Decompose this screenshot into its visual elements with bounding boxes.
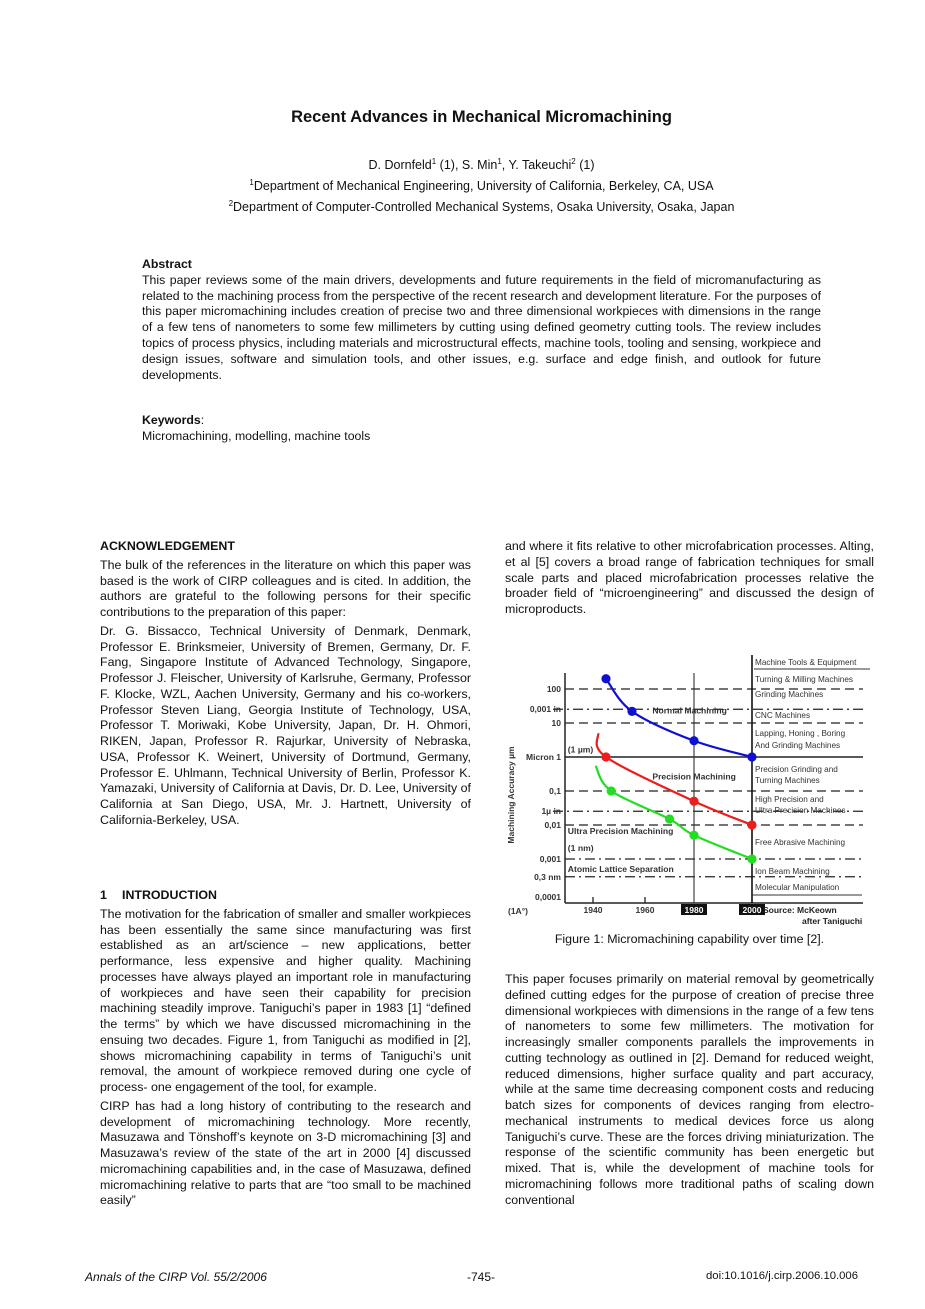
panel-item: Molecular Manipulation (755, 883, 840, 892)
data-point-ultra-precision-machining (665, 814, 674, 823)
chart-annotation: (1 µm) (567, 744, 594, 755)
data-point-normal-machining (747, 752, 756, 761)
body-paragraph: This paper focuses primarily on material removal by geometrically defined cutting edges for the purpose of creation of precise three dimensional workpieces with dimensions in the range of a few tens of nanometers to some few millimeters. The motivation for increasingly smaller components parallels the improvements in cutting technology as outlined in [2]. Demand for reduced weight, reduced dimensions, higher surface quality and part accuracy, while at the same time decreasing component costs and reducing batch sizes for components of devices ranging from electro-mechanical instruments to medical devices force us along Taniguchi’s curve. These are the forces driving miniaturization. The response of the scientific community has been energetic but mixed. That is, while the development of machine tools for micromachining follows more traditional paths of scaling down conventional (505, 972, 874, 1207)
keywords-text: Micromachining, modelling, machine tools (142, 428, 371, 443)
acknowledgement-paragraph: Dr. G. Bissacco, Technical University of Denmark, Denmark, Professor E. Brinksmeier, University of Bremen, Germany, Dr. F. Fang, Singapore Institute of Advanced Technology, Singapore, Professor J. Fleischer, University of Karlsruhe, Germany, Professor F. Klocke, WZL, Aachen University, Germany and his co-workers, Professor Steven Liang, Georgia Institute of Technology, USA, Professor T. Moriwaki, Kobe University, Japan, Dr. H. Ohmori, RIKEN, Japan, Professor R. Rajurkar, University of Nebraska, USA, Professor K. Weinert, University of Dortmund, Germany, Professor E. Uhlmann, Technical University of Berlin, Professor K. Yamazaki, University of California at Davis, Dr. D. Lee, University of California at San Diego, USA, Mr. J. Hartnett, University of California-Berkeley, USA. (100, 623, 471, 827)
data-point-precision-machining (601, 752, 610, 761)
y-tick-label: Micron 1 (526, 752, 561, 762)
right-column-continuation (505, 539, 874, 621)
data-point-ultra-precision-machining (747, 854, 756, 863)
data-point-precision-machining (747, 820, 756, 829)
x-tick-label: 1960 (635, 905, 655, 915)
introduction-paragraph: The motivation for the fabrication of smaller and smaller workpieces has been essentially the same since manufacturing was first established as an art/science – new applications, better performance, less expensive and higher quality. Machining processes have always played an important role in manufacturing of workpieces and have seen their capability for precision machining steadily improve. Taniguchi’s paper in 1983 [1] “defined the terms” by which we have discussed micromachining in the ensuing two decades. Figure 1, from Taniguchi as modified in [2], shows micromachining capability in terms of Taniguchi’s unit removal, the amount of workpiece removed during one cycle of process- one engagement of the tool, for example. (100, 906, 471, 1094)
chart-annotation: Normal Machining (652, 705, 727, 716)
footer-journal: Annals of the CIRP Vol. 55/2/2006 (85, 1270, 267, 1284)
panel-item: And Grinding Machines (755, 741, 841, 750)
acknowledgement-section (100, 539, 471, 832)
y-tick-label: 0,3 nm (534, 871, 561, 882)
footer-page-number: -745- (467, 1270, 496, 1284)
introduction-heading (100, 888, 471, 904)
affiliation-mark: 1 (249, 178, 254, 188)
panel-header: Machine Tools & Equipment (755, 658, 857, 667)
panel-item: Precision Grinding and (755, 765, 838, 774)
author-affiliation-mark: 2 (571, 157, 576, 166)
panel-item: Grinding Machines (755, 690, 824, 699)
abstract-heading: Abstract (142, 257, 192, 271)
author-suffix: (1), (436, 158, 462, 173)
data-point-normal-machining (689, 736, 698, 745)
section-title: INTRODUCTION (122, 888, 217, 902)
panel-item: CNC Machines (755, 711, 811, 720)
chart-annotation: Precision Machining (652, 771, 736, 782)
body-paragraph: and where it fits relative to other microfabrication processes. Alting, et al [5] covers a broad range of fabrication techniques for small scale parts and placed microfabrication processes relative the broader field of “microengineering” and discussed the design of microproducts. (505, 539, 874, 616)
data-point-ultra-precision-machining (689, 831, 698, 840)
panel-item: Turning Machines (755, 776, 820, 785)
author-name: S. Min (461, 158, 498, 173)
keywords-section (142, 413, 821, 445)
y-tick-label: 0,001 in (529, 704, 561, 715)
x-tick-labels (584, 904, 765, 915)
keywords-colon: : (200, 413, 205, 427)
x-tick-label: 2000 (742, 905, 762, 915)
affiliation-text: Department of Mechanical Engineering, University of California, Berkeley, CA, USA (253, 179, 714, 194)
panel-item: Ion Beam Machining (755, 867, 830, 876)
chart-annotations (568, 706, 736, 874)
figure-caption: Figure 1: Micromachining capability over time [2]. (554, 932, 825, 946)
acknowledgement-heading: ACKNOWLEDGEMENT (100, 539, 235, 553)
y-tick-label: 0,001 (539, 854, 561, 864)
series-line-normal-machining (606, 679, 752, 757)
data-point-ultra-precision-machining (607, 786, 616, 795)
y-tick-labels (526, 684, 561, 902)
source-line-2: after Taniguchi (802, 916, 863, 925)
data-point-precision-machining (689, 797, 698, 806)
author-line (0, 153, 925, 174)
panel-item: High Precision and (755, 795, 824, 804)
affiliation-1 (0, 174, 925, 195)
x-tick-label: 1980 (684, 905, 704, 915)
author-block (0, 153, 925, 216)
y-extra-label: (1A°) (508, 906, 528, 916)
paper-title: Recent Advances in Mechanical Micromachining (291, 108, 672, 126)
y-tick-label: 0,0001 (535, 892, 561, 902)
author-suffix: , (501, 158, 509, 173)
author-name: D. Dornfeld (368, 158, 432, 173)
introduction-section (100, 888, 471, 1212)
abstract-section (142, 257, 821, 383)
author-affiliation-mark: 1 (431, 157, 437, 166)
introduction-paragraph: CIRP has had a long history of contributing to the research and development of micromachining technology. More recently, Masuzawa and Tönshoff’s keynote on 3-D micromachining [3] and Masuzawa’s review of the state of the art in 2000 [4] discussed micromachining capabilities and, in the case of Masuzawa, defined micromachining relative to parts that are “too small to be machined easily” (100, 1098, 471, 1208)
affiliation-text: Department of Computer-Controlled Mechanical Systems, Osaka University, Osaka, Japan (233, 200, 735, 215)
data-point-normal-machining (627, 707, 636, 716)
author-affiliation-mark: 1 (497, 157, 502, 166)
footer-doi: doi:10.1016/j.cirp.2006.10.006 (706, 1270, 859, 1282)
y-tick-label: 0,01 (544, 820, 561, 830)
chart-annotation: Atomic Lattice Separation (567, 863, 674, 874)
affiliation-2 (0, 195, 925, 216)
panel-item: Ultra Precision Machines (755, 806, 846, 815)
source-line-1: Source: McKeown (763, 905, 837, 915)
y-axis-label: Machining Accuracy µm (506, 746, 516, 844)
acknowledgement-paragraph: The bulk of the references in the literature on which this paper was based is the work of CIRP colleagues and is cited. In addition, the authors are grateful to the following persons for their specific contributions to the preparation of this paper: (100, 557, 471, 619)
y-tick-label: 100 (546, 684, 561, 694)
y-tick-label: 0,1 (549, 786, 561, 796)
data-point-normal-machining (601, 674, 610, 683)
right-column-body (505, 972, 874, 1211)
x-tick-label: 1940 (583, 905, 603, 915)
figure-1-chart (500, 650, 880, 925)
chart-annotation: (1 nm) (567, 843, 594, 854)
author-name: Y. Takeuchi (508, 158, 572, 173)
section-number: 1 (100, 888, 107, 902)
panel-item: Turning & Milling Machines (755, 675, 853, 684)
keywords-heading: Keywords (142, 413, 201, 427)
panel-item: Free Abrasive Machining (755, 838, 846, 847)
affiliation-mark: 2 (228, 199, 234, 209)
y-tick-label: 1µ in (541, 806, 561, 817)
author-suffix: (1) (575, 158, 595, 173)
y-tick-label: 10 (551, 718, 561, 728)
abstract-text: This paper reviews some of the main drivers, developments and future requirements in the field of micromanufacturing as related to the machining process from the perspective of the recent research and development literature. For the purposes of this paper micromachining includes creation of precise two and three dimensional workpieces with dimensions in the range of a few tens of nanometers to some few millimeters by cutting using defined geometry cutting tools. The review includes topics of process physics, including materials and microstructural effects, machine tools, tooling and sensing, workpiece and design issues, software and simulation tools, and other issues, e.g. surface and edge finish, and outlook for future developments. (142, 272, 821, 382)
chart-annotation: Ultra Precision Machining (567, 825, 674, 836)
panel-item: Lapping, Honing , Boring (755, 729, 846, 738)
